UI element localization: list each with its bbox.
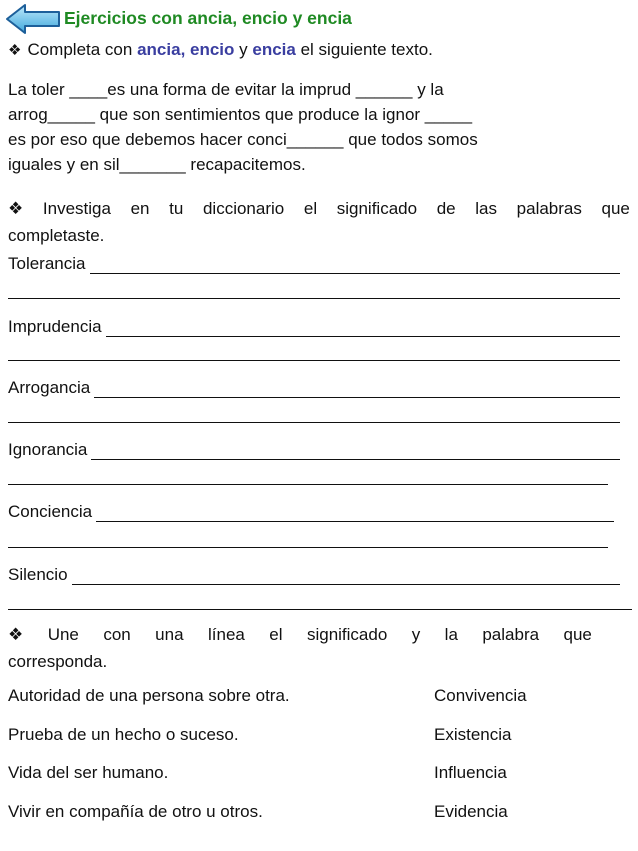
match-word[interactable]: Convivencia	[434, 686, 527, 705]
answer-line[interactable]	[8, 609, 632, 610]
back-arrow-icon[interactable]	[5, 3, 61, 35]
definition-arrogancia[interactable]	[8, 374, 620, 398]
instruction-complete: ❖ Completa con ancia, encio y encia el siguiente texto.	[8, 40, 433, 59]
match-word[interactable]: Evidencia	[434, 802, 508, 821]
answer-line[interactable]	[94, 381, 620, 398]
match-meaning[interactable]: Vida del ser humano.	[8, 763, 169, 782]
page-title: Ejercicios con ancia, encio y encia	[64, 8, 352, 28]
definition-word: Tolerancia	[8, 254, 86, 273]
paragraph-line: arrog_____ que son sentimientos que produce la ignor _____	[8, 105, 473, 124]
definition-word: Silencio	[8, 565, 68, 584]
answer-line[interactable]	[8, 484, 608, 485]
answer-line[interactable]	[91, 443, 620, 460]
paragraph-line: iguales y en sil_______ recapacitemos.	[8, 155, 306, 174]
paragraph-line: La toler ____es una forma de evitar la imprud ______ y la	[8, 80, 444, 99]
match-meaning[interactable]: Autoridad de una persona sobre otra.	[8, 686, 290, 705]
match-word[interactable]: Existencia	[434, 725, 512, 744]
definition-imprudencia[interactable]	[8, 313, 620, 337]
definition-tolerancia[interactable]	[8, 250, 620, 274]
match-word[interactable]: Influencia	[434, 763, 507, 782]
definition-word: Arrogancia	[8, 378, 91, 397]
match-meaning[interactable]: Vivir en compañía de otro u otros.	[8, 802, 263, 821]
definition-word: Imprudencia	[8, 317, 102, 336]
definition-silencio[interactable]	[8, 561, 620, 585]
answer-line[interactable]	[72, 568, 620, 585]
answer-line[interactable]	[96, 505, 614, 522]
answer-line[interactable]	[8, 547, 608, 548]
definition-ignorancia[interactable]	[8, 436, 620, 460]
answer-line[interactable]	[8, 422, 620, 423]
match-meaning[interactable]: Prueba de un hecho o suceso.	[8, 725, 239, 744]
match-row[interactable]	[8, 725, 628, 745]
fill-in-paragraph	[8, 77, 628, 177]
match-row[interactable]	[8, 686, 628, 706]
answer-line[interactable]	[8, 360, 620, 361]
diamond-bullet-icon: ❖	[8, 199, 24, 218]
instruction-investigate: ❖ Investiga en tu diccionario el significado de las palabras que completaste.	[8, 195, 630, 249]
instruction-match: ❖ Une con una línea el significado y la palabra que corresponda.	[8, 621, 592, 675]
answer-line[interactable]	[8, 298, 620, 299]
answer-line[interactable]	[90, 257, 621, 274]
definition-conciencia[interactable]	[8, 498, 614, 522]
paragraph-line: es por eso que debemos hacer conci______ que todos somos	[8, 130, 478, 149]
definition-word: Conciencia	[8, 502, 93, 521]
answer-line[interactable]	[106, 320, 620, 337]
match-row[interactable]	[8, 802, 628, 822]
diamond-bullet-icon: ❖	[8, 42, 22, 59]
diamond-bullet-icon: ❖	[8, 625, 24, 644]
definition-word: Ignorancia	[8, 440, 88, 459]
match-row[interactable]	[8, 763, 628, 783]
